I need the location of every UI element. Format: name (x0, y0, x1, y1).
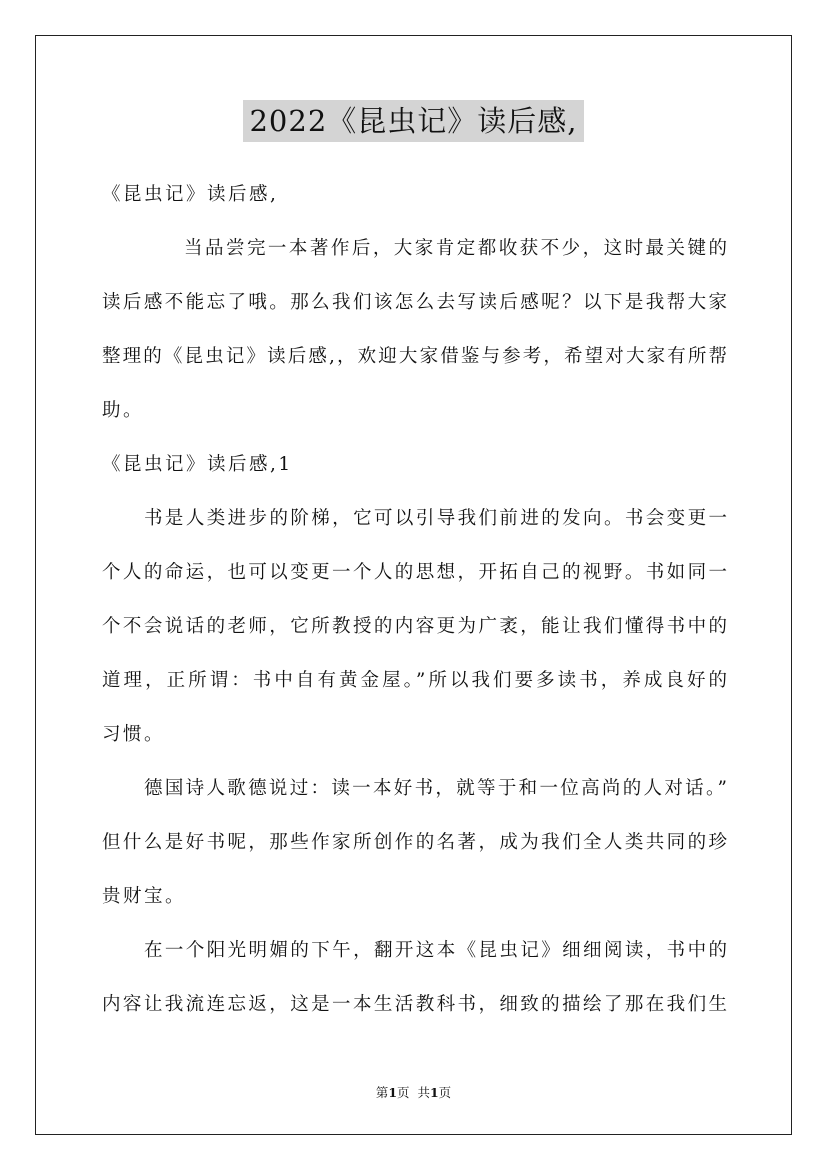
paragraph-line: 在一个阳光明媚的下午，翻开这本《昆虫记》细细阅读，书中的 (144, 940, 727, 961)
footer-page-number: 1 (388, 1085, 398, 1100)
footer-total-pages: 1 (429, 1085, 439, 1100)
paragraph-line: 道理，正所谓：书中自有黄金屋。”所以我们要多读书，养成良好的 (102, 670, 727, 691)
paragraph-line: 德国诗人歌德说过：读一本好书，就等于和一位高尚的人对话。” (144, 778, 727, 799)
paragraph-line: 当品尝完一本著作后，大家肯定都收获不少，这时最关键的 (184, 238, 727, 259)
section-heading: 《昆虫记》读后感,1 (102, 454, 293, 475)
paragraph-line: 贵财宝。 (102, 886, 187, 907)
paragraph-line: 个人的命运，也可以变更一个人的思想，开拓自己的视野。书如同一 (102, 562, 727, 583)
footer-middle: 页 共 (397, 1085, 430, 1100)
footer-suffix: 页 (438, 1085, 452, 1100)
paragraph-line: 助。 (102, 400, 145, 421)
paragraph-line: 书是人类进步的阶梯，它可以引导我们前进的发向。书会变更一 (144, 508, 727, 529)
document-title: 2022《昆虫记》读后感, (243, 100, 583, 142)
paragraph-line: 习惯。 (102, 724, 166, 745)
paragraph-line: 内容让我流连忘返，这是一本生活教科书，细致的描绘了那在我们生 (102, 994, 727, 1015)
section-heading: 《昆虫记》读后感, (102, 184, 279, 205)
title-area (0, 100, 827, 142)
page-footer (0, 1084, 827, 1102)
paragraph-line: 整理的《昆虫记》读后感,，欢迎大家借鉴与参考，希望对大家有所帮 (102, 346, 727, 367)
paragraph-line: 读后感不能忘了哦。那么我们该怎么去写读后感呢？以下是我帮大家 (102, 292, 727, 313)
footer-prefix: 第 (375, 1085, 389, 1100)
paragraph-line: 个不会说话的老师，它所教授的内容更为广袤，能让我们懂得书中的 (102, 616, 727, 637)
paragraph-line: 但什么是好书呢，那些作家所创作的名著，成为我们全人类共同的珍 (102, 832, 727, 853)
